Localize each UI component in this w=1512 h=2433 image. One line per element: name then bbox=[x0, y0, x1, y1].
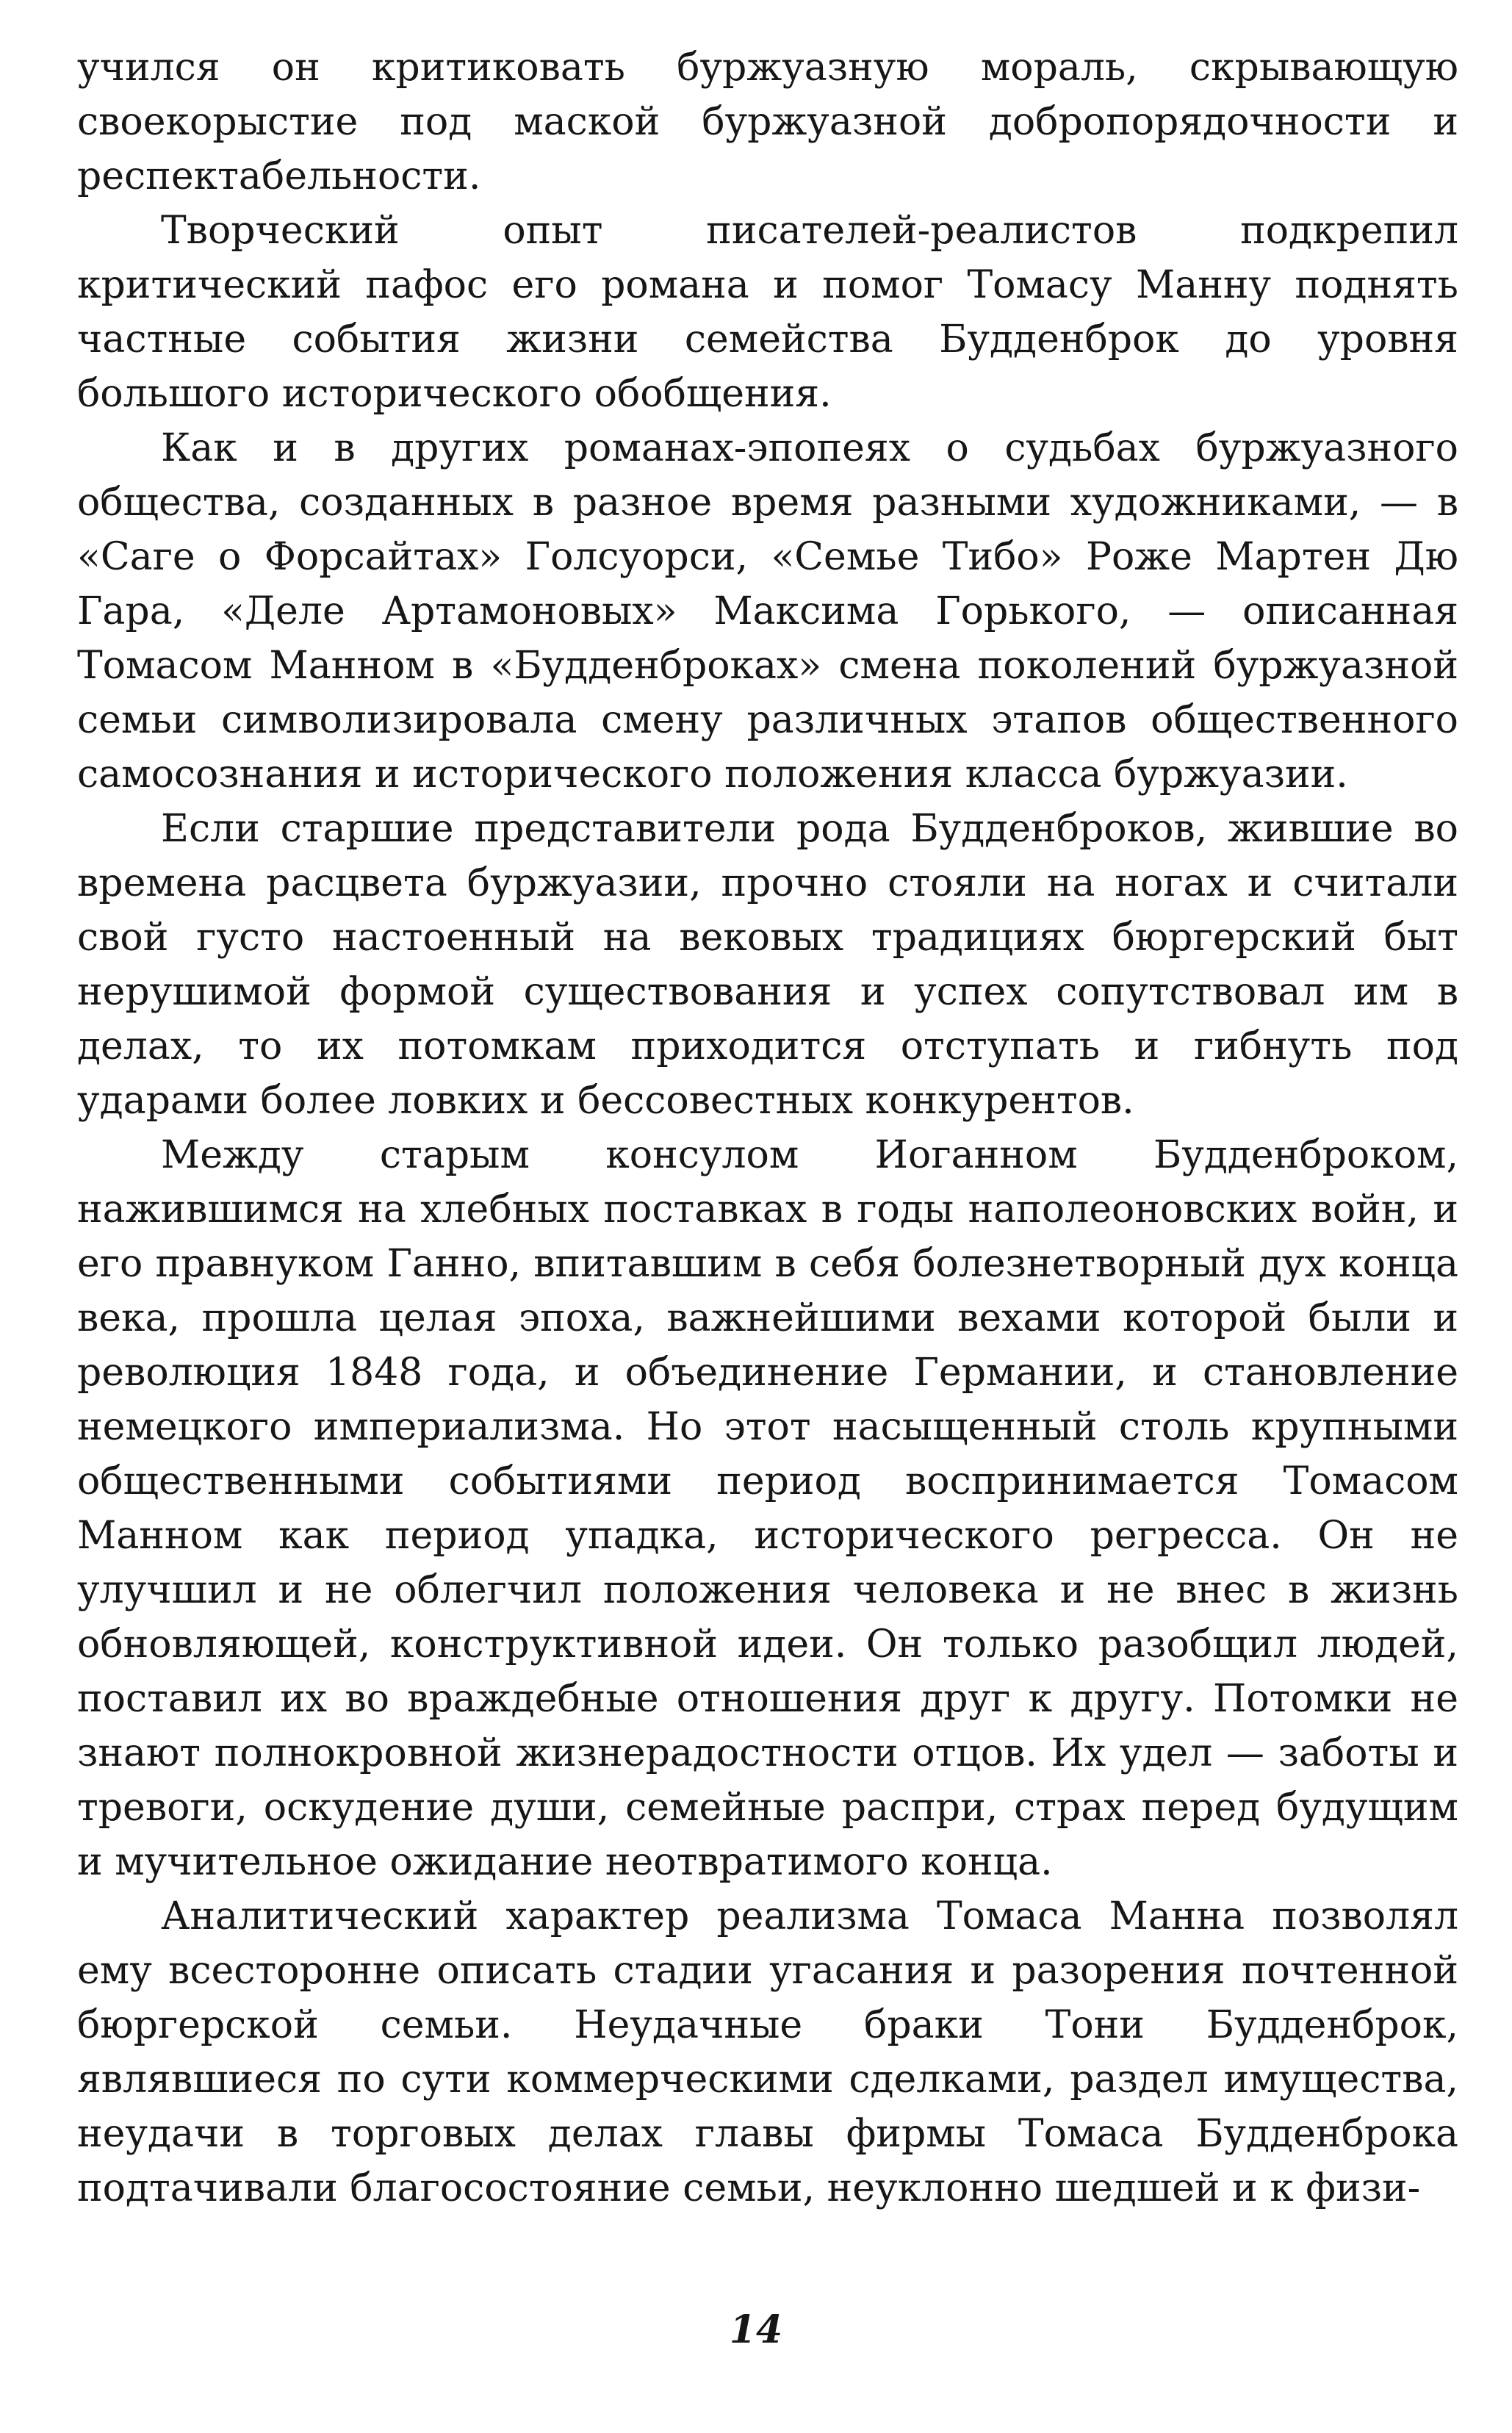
page-number: 14 bbox=[729, 2307, 783, 2352]
paragraph-realist-writers: Творческий опыт писателей-реалистов подкрепил критический пафос его романа и помог Томасу Манну поднять частные события жизни семейства Будденброк до уровня большого исторического обобщения. bbox=[77, 209, 1458, 416]
paragraph-continuation: учился он критиковать буржуазную мораль, скрывающую своекорыстие под маской буржуазной добропорядочности и респектабельности. bbox=[77, 46, 1458, 198]
page-body bbox=[77, 40, 1458, 2392]
paragraph-analytic-realism: Аналитический характер реализма Томаса Манна позволял ему всесторонне описать стадии угасания и разорения почтенной бюргерской семьи. Неудачные браки Тони Будденброк, являвшиеся по сути коммерческими сделками, раздел имущества, неудачи в торговых делах главы фирмы Томаса Будденброка подтачивали благосостояние семьи, неуклонно шедшей и к физи- bbox=[77, 1894, 1458, 2210]
paragraph-epic-novels: Как и в других романах-эпопеях о судьбах буржуазного общества, созданных в разное время разными художниками, — в «Саге о Форсайтах» Голсуорси, «Семье Тибо» Роже Мартен Дю Гара, «Деле Артамоновых» Максима Горького, — описанная Томасом Манном в «Будденброках» смена поколений буржуазной семьи символизировала смену различных этапов общественного самосознания и исторического положения класса буржуазии. bbox=[77, 426, 1458, 797]
paragraph-consul-and-hanno: Между старым консулом Иоганном Будденброком, нажившимся на хлебных поставках в годы наполеоновских войн, и его правнуком Ганно, впитавшим в себя болезнетворный дух конца века, прошла целая эпоха, важнейшими вехами которой были и революция 1848 года, и объединение Германии, и становление немецкого империализма. Но этот насыщенный столь крупными общественными событиями период воспринимается Томасом Манном как период упадка, исторического регресса. Он не улучшил и не облегчил положения человека и не внес в жизнь обновляющей, конструктивной идеи. Он только разобщил людей, поставил их во враждебные отношения друг к другу. Потомки не знают полнокровной жизнерадостности отцов. Их удел — заботы и тревоги, оскудение души, семейные распри, страх перед будущим и мучительное ожидание неотвратимого конца. bbox=[77, 1133, 1458, 1884]
paragraph-elder-generations: Если старшие представители рода Будденброков, жившие во времена расцвета буржуазии, прочно стояли на ногах и считали свой густо настоенный на вековых традициях бюргерский быт нерушимой формой существования и успех сопутствовал им в делах, то их потомкам приходится отступать и гибнуть под ударами более ловких и бессовестных конкурентов. bbox=[77, 807, 1458, 1123]
